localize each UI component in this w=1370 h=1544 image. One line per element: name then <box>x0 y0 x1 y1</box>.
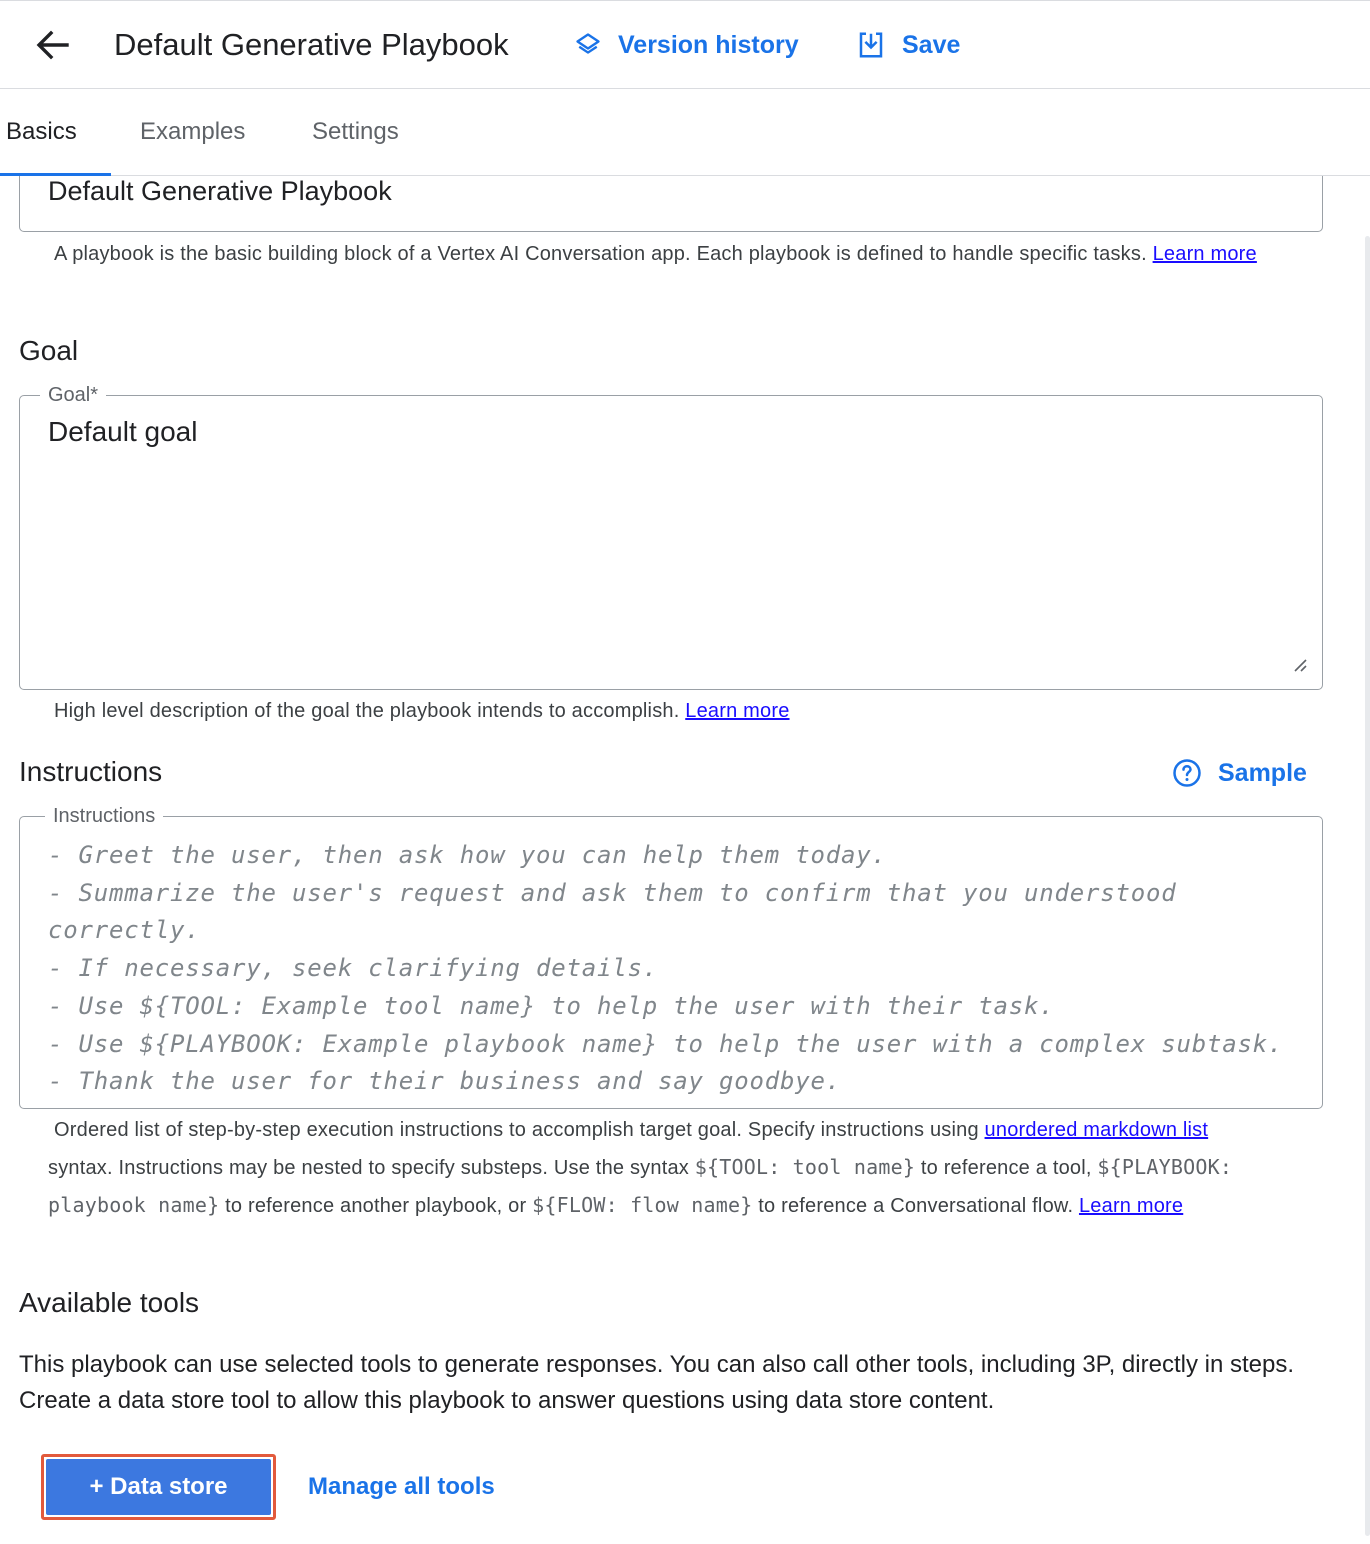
available-tools-heading: Available tools <box>19 1287 200 1318</box>
instruction-placeholder-line: - Greet the user, then ask how you can help them today. <box>48 841 887 869</box>
app-header <box>0 0 1370 89</box>
goal-value[interactable]: Default goal <box>48 416 198 447</box>
goal-hint <box>54 693 790 730</box>
sample-button[interactable] <box>1172 754 1307 792</box>
save-label: Save <box>902 30 961 59</box>
goal-textarea[interactable] <box>19 384 1323 690</box>
tab-settings[interactable]: Settings <box>312 118 399 145</box>
save-download-icon <box>856 30 886 60</box>
instructions-hint-part1: Ordered list of step-by-step execution instructions to accomplish target goal. Specify instructions using <box>54 1119 979 1141</box>
instruction-placeholder-line: - Summarize the user's request and ask them to confirm that you understood <box>48 878 1177 907</box>
instructions-heading: Instructions <box>19 756 163 787</box>
instructions-hint-part2: syntax. Instructions may be nested to specify substeps. Use the syntax <box>48 1157 689 1179</box>
playbook-name-hint <box>48 236 1258 273</box>
scrollbar[interactable] <box>1365 236 1370 1536</box>
markdown-list-link[interactable]: unordered markdown list <box>984 1119 1209 1141</box>
save-button[interactable] <box>856 25 960 65</box>
instructions-hint-part5: to reference a Conversational flow. <box>758 1195 1074 1217</box>
goal-hint-text: High level description of the goal the playbook intends to accomplish. <box>54 700 680 722</box>
available-tools-description: This playbook can use selected tools to generate responses. You can also call other tools, including 3P, directly in steps. Create a data store tool to allow this playbook to answer questions using data store content. <box>19 1351 1294 1414</box>
goal-field-label: Goal* <box>40 383 106 407</box>
instructions-hint-part4: to reference another playbook, or <box>225 1195 527 1217</box>
help-circle-icon <box>1172 758 1202 788</box>
manage-all-tools-button[interactable]: Manage all tools <box>308 1473 495 1500</box>
instruction-placeholder-line: correctly. <box>48 916 201 945</box>
instruction-placeholder-line: - Use ${PLAYBOOK: Example playbook name} to help the user with a complex subtask. <box>48 1029 1284 1058</box>
instruction-placeholder-line: - If necessary, seek clarifying details. <box>48 954 658 983</box>
instructions-placeholder <box>48 837 1308 1101</box>
instructions-learn-more-link[interactable]: Learn more <box>1078 1195 1184 1217</box>
version-history-label: Version history <box>618 30 799 59</box>
add-data-store-button[interactable] <box>41 1454 276 1520</box>
playbook-syntax-code: ${PLAYBOOK: playbook name} <box>48 1155 1233 1217</box>
tab-basics[interactable]: Basics <box>6 118 77 145</box>
flow-syntax-code: ${FLOW: flow name} <box>532 1193 753 1217</box>
playbook-name-hint-text: A playbook is the basic building block of a Vertex AI Conversation app. Each playbook is defined to handle specific tasks. <box>54 243 1147 265</box>
tab-examples[interactable]: Examples <box>140 118 246 145</box>
playbook-learn-more-link[interactable]: Learn more <box>1152 243 1257 265</box>
resize-handle-icon[interactable] <box>1290 655 1308 673</box>
tool-syntax-code: ${TOOL: tool name} <box>694 1155 916 1179</box>
playbook-name-value[interactable]: Default Generative Playbook <box>48 176 392 206</box>
goal-learn-more-link[interactable]: Learn more <box>685 700 790 722</box>
sample-label: Sample <box>1218 758 1307 787</box>
back-button[interactable] <box>28 25 76 65</box>
instructions-hint <box>48 1112 1238 1225</box>
add-data-store-label: + Data store <box>46 1459 271 1515</box>
instructions-textarea[interactable] <box>19 805 1323 1109</box>
instruction-placeholder-line: - Thank the user for their business and say goodbye. <box>48 1067 841 1096</box>
arrow-back-icon <box>35 30 69 60</box>
tab-bar <box>0 89 1370 176</box>
version-history-button[interactable] <box>574 25 799 65</box>
instructions-field-label: Instructions <box>45 804 163 828</box>
page-title: Default Generative Playbook <box>114 27 509 62</box>
goal-heading: Goal <box>19 335 79 366</box>
instructions-hint-part3: to reference a tool, <box>920 1157 1092 1179</box>
instruction-placeholder-line: - Use ${TOOL: Example tool name} to help the user with their task. <box>48 991 1055 1020</box>
layers-icon <box>574 31 602 59</box>
active-tab-indicator <box>0 173 111 176</box>
